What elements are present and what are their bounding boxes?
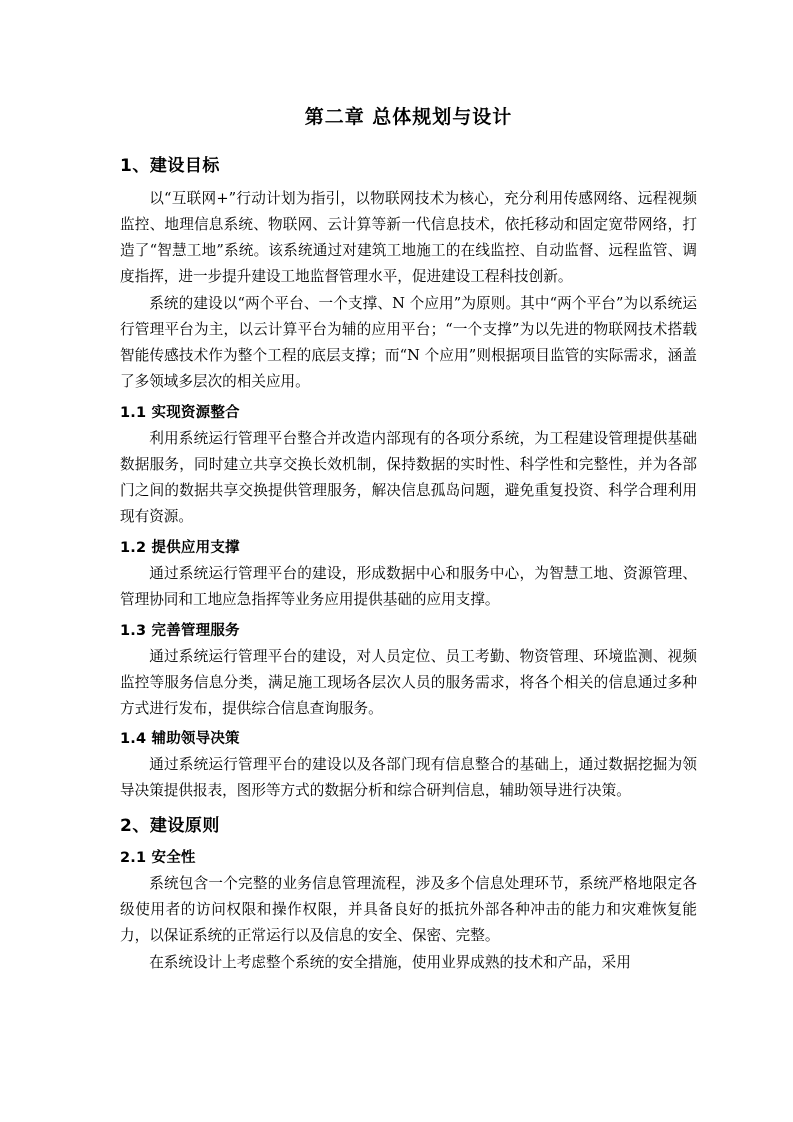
section-heading: 2、建设原则 [120, 816, 220, 837]
section-building-principles [120, 811, 697, 976]
subsection-heading-management-service: 1.3 完善管理服务 [120, 622, 240, 639]
section-building-goals [120, 151, 697, 804]
subsection-heading-security: 2.1 安全性 [120, 850, 196, 867]
paragraph: 以“互联网+”行动计划为指引，以物联网技术为核心，充分利用传感网络、远程视频监控、地理信息系统、物联网、云计算等新一代信息技术，依托移动和固定宽带网络，打造了“智慧工地”系统。该系统通过对建筑工地施工的在线监控、自动监督、远程监管、调度指挥，进一步提升建设工地监督管理水平，促进建设工程科技创新。 [120, 190, 697, 285]
paragraph: 在系统设计上考虑整个系统的安全措施，使用业界成熟的技术和产品，采用 [149, 954, 631, 972]
subsection-heading-decision-support: 1.4 辅助领导决策 [120, 731, 240, 748]
subsection-heading-application-support: 1.2 提供应用支撑 [120, 539, 240, 556]
subsection-heading-resource-integration: 1.1 实现资源整合 [120, 404, 240, 421]
paragraph: 通过系统运行管理平台的建设，对人员定位、员工考勤、物资管理、环境监测、视频监控等服务信息分类，满足施工现场各层次人员的服务需求，将各个相关的信息通过多种方式进行发布，提供综合信息查询服务。 [120, 647, 697, 717]
paragraph: 系统的建设以“两个平台、一个支撑、N 个应用”为原则。其中“两个平台”为以系统运行管理平台为主，以云计算平台为辅的应用平台；“一个支撑”为以先进的物联网技术搭载智能传感技术作为整个工程的底层支撑；而“N 个应用”则根据项目监管的实际需求，涵盖了多领域多层次的相关应用。 [120, 294, 697, 390]
document-title: 第二章 总体规划与设计 [304, 106, 513, 128]
section-heading: 1、建设目标 [120, 156, 220, 176]
paragraph: 通过系统运行管理平台的建设以及各部门现有信息整合的基础上，通过数据挖掘为领导决策提供报表，图形等方式的数据分析和综合研判信息，辅助领导进行决策。 [120, 756, 697, 800]
paragraph: 系统包含一个完整的业务信息管理流程，涉及多个信息处理环节，系统严格地限定各级使用者的访问权限和操作权限，并具备良好的抵抗外部各种冲击的能力和灾难恢复能力，以保证系统的正常运行以及信息的安全、保密、完整。 [120, 875, 697, 945]
paragraph: 通过系统运行管理平台的建设，形成数据中心和服务中心，为智慧工地、资源管理、管理协同和工地应急指挥等业务应用提供基础的应用支撑。 [120, 564, 697, 608]
paragraph: 利用系统运行管理平台整合并改造内部现有的各项分系统，为工程建设管理提供基础数据服务，同时建立共享交换长效机制，保持数据的实时性、科学性和完整性，并为各部门之间的数据共享交换提供管理服务，解决信息孤岛问题，避免重复投资、科学合理利用现有资源。 [120, 429, 697, 525]
